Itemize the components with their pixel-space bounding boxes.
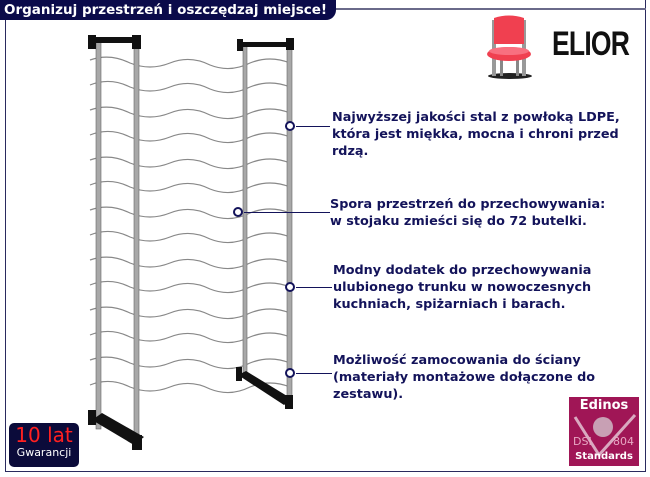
cert-brand: Edinos bbox=[579, 398, 629, 413]
feature-capacity: Spora przestrzeń do przechowywania: w stojaku zmieści się do 72 butelki. bbox=[330, 197, 606, 229]
callout-connector bbox=[244, 212, 330, 213]
callout-dot-icon bbox=[285, 368, 295, 378]
callout-dot-icon bbox=[285, 282, 295, 292]
brand-name: ELIOR bbox=[552, 25, 630, 63]
callout-connector bbox=[296, 126, 330, 127]
frame-top-border bbox=[330, 8, 646, 10]
certification-badge bbox=[569, 397, 639, 466]
frame-bottom-border bbox=[5, 471, 646, 472]
callout-connector bbox=[296, 287, 332, 288]
callout-dot-icon bbox=[233, 207, 243, 217]
frame-right-border bbox=[645, 0, 646, 472]
header-banner: Organizuj przestrzeń i oszczędzaj miejsce! bbox=[0, 0, 336, 20]
frame-left-border bbox=[5, 20, 6, 472]
wine-rack-image bbox=[70, 25, 300, 455]
feature-wall-mount: Możliwość zamocowania do ściany (materiały montażowe dołączone do zestawu). bbox=[333, 353, 596, 402]
warranty-label: Gwarancji bbox=[16, 446, 72, 459]
warranty-years: 10 lat bbox=[15, 423, 73, 447]
cert-left-code: DSI bbox=[573, 435, 592, 448]
feature-style: Modny dodatek do przechowywania ulubionego trunku w nowoczesnych kuchniach, spiżarniach i barach. bbox=[333, 263, 592, 312]
warranty-badge bbox=[9, 423, 79, 467]
callout-connector bbox=[296, 373, 332, 374]
chair-icon bbox=[482, 12, 542, 82]
callout-dot-icon bbox=[285, 121, 295, 131]
cert-right-code: 804 bbox=[613, 435, 634, 448]
feature-coating: Najwyższej jakości stal z powłoką LDPE, która jest miękka, mocna i chroni przed rdzą. bbox=[332, 110, 620, 159]
cert-label: Standards bbox=[575, 451, 633, 462]
